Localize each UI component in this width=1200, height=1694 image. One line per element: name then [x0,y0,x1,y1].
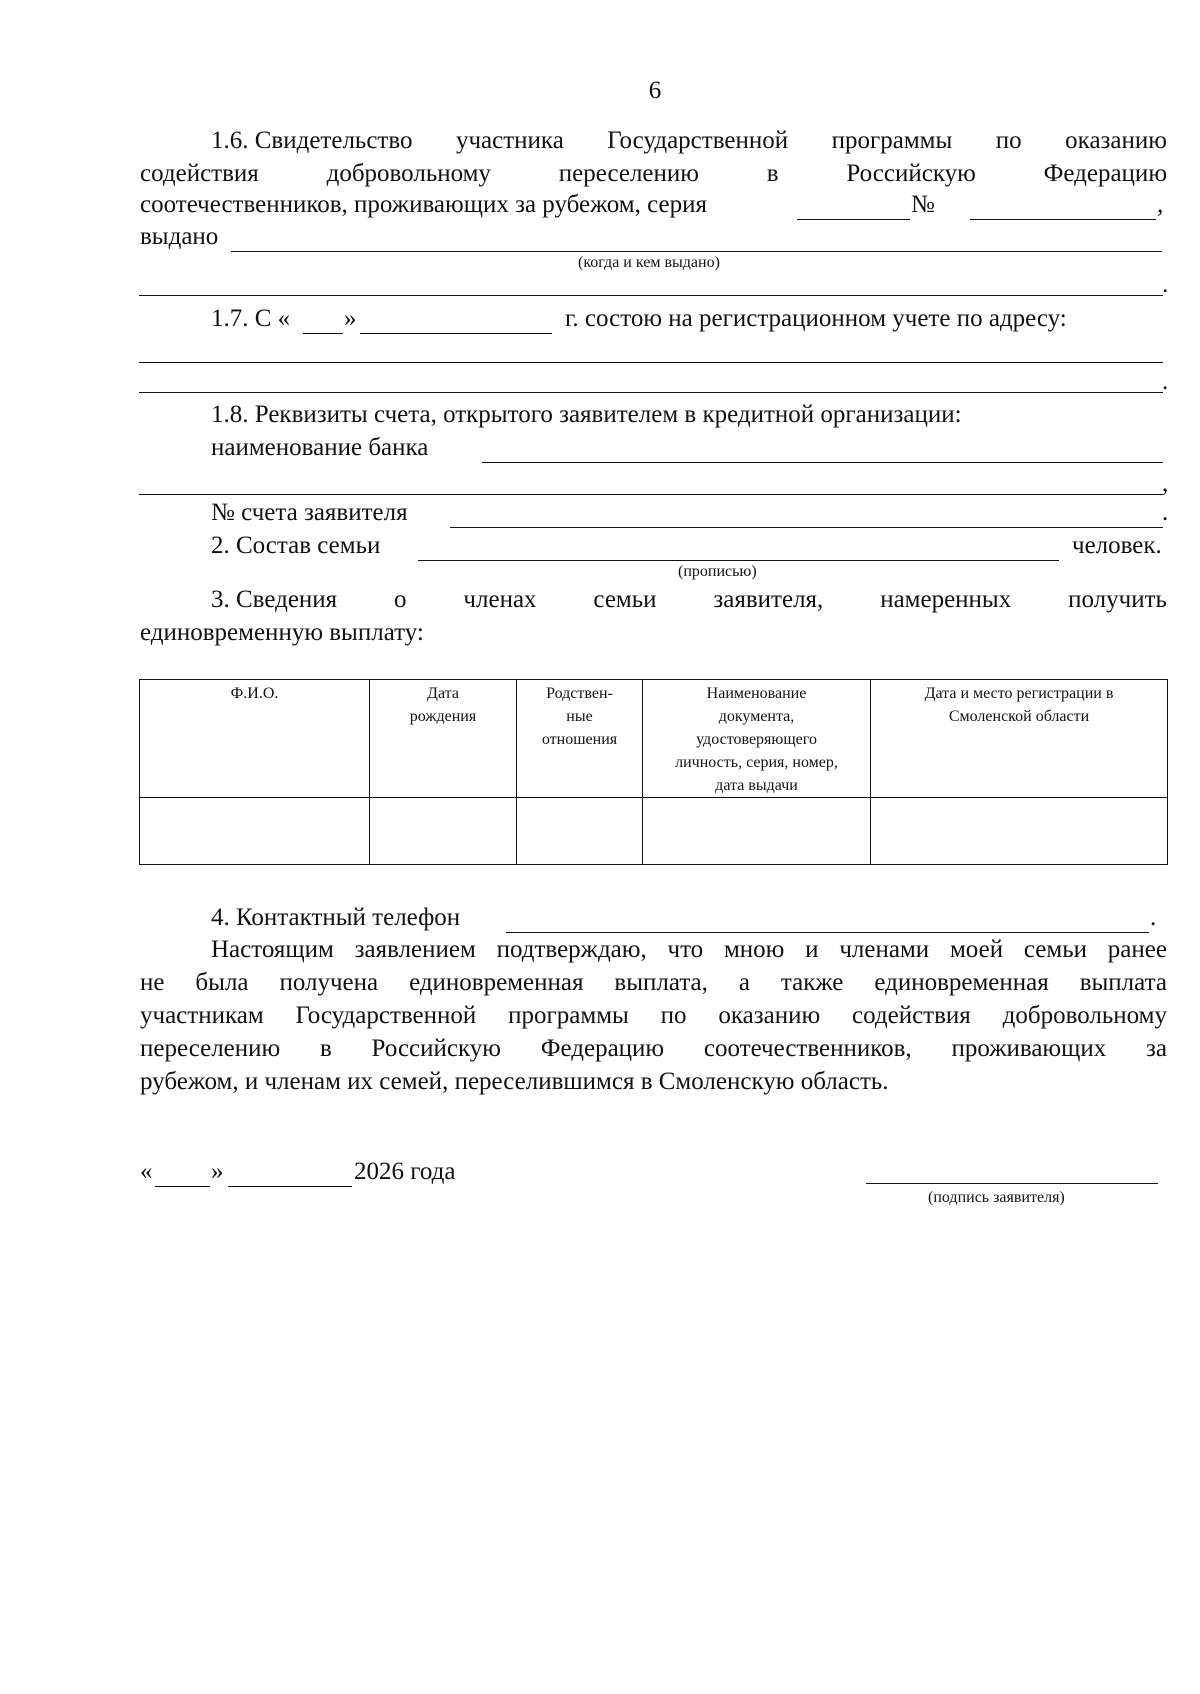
declaration-line4: переселению в Российскую Федерацию соотечественников, проживающих за [140,1035,1167,1062]
s16-line2: содействия добровольному переселению в Российскую Федерацию [140,160,1167,187]
registration-address-field-2[interactable] [139,392,1163,393]
declaration-line2: не была получена единовременная выплата, а также единовременная выплата [140,969,1167,996]
col-header-registration: Дата и место регистрации в Смоленской области [871,680,1168,798]
account-number-field[interactable] [450,527,1163,528]
s17-end-dot: . [1162,368,1169,395]
declaration-line5: рубежом, и членам их семей, переселившимся в Смоленскую область. [140,1068,889,1095]
phone-field[interactable] [506,932,1149,933]
account-dot: . [1162,499,1169,526]
certificate-number-field[interactable] [970,219,1156,220]
date-year-text: 2026 года [354,1158,456,1185]
signature-caption: (подпись заявителя) [928,1189,1065,1206]
family-size-field[interactable] [418,560,1059,561]
family-caption: (прописью) [678,563,757,580]
page-number: 6 [648,77,662,104]
s16-end-dot: . [1162,271,1169,298]
s17-quote-close: » [344,305,357,332]
s16-comma: , [1157,191,1164,218]
cell-identity-document[interactable] [643,798,871,865]
col-header-birth-date: Дата рождения [370,680,517,798]
table-header-row [140,680,1168,798]
family-members-table [139,679,1168,865]
account-label: № счета заявителя [211,499,408,526]
phone-dot: . [1150,904,1157,931]
col-header-identity-document: Наименование документа, удостоверяющего личность, серия, номер, дата выдачи [643,680,871,798]
family-label: 2. Состав семьи [211,532,381,559]
date-quote-open: « [140,1158,153,1185]
bank-label: наименование банка [211,434,429,461]
declaration-line1: Настоящим заявлением подтверждаю, что мною и членами моей семьи ранее [211,936,1167,963]
table-row [140,798,1168,865]
sign-month-field[interactable] [228,1186,352,1187]
cell-registration[interactable] [871,798,1168,865]
s17-prefix: 1.7. С « [211,305,291,332]
col-header-fio: Ф.И.О. [140,680,370,798]
family-suffix: человек. [1072,532,1162,559]
signature-field[interactable] [866,1183,1158,1184]
series-field[interactable] [797,219,910,220]
s17-text: г. состою на регистрационном учете по адресу: [565,305,1067,332]
s3-line2: единовременную выплату: [140,619,424,646]
registration-day-field[interactable] [303,333,343,334]
cell-fio[interactable] [140,798,370,865]
bank-name-field[interactable] [482,462,1163,463]
issued-label: выдано [140,223,219,250]
s3-line1: 3. Сведения о членах семьи заявителя, намеренных получить [211,586,1167,613]
s18-comma: , [1162,470,1169,497]
number-sign: № [911,191,935,218]
s16-line1: 1.6. Свидетельство участника Государственной программы по оказанию [211,127,1167,154]
col-header-relationship: Родствен- ные отношения [517,680,643,798]
declaration-line3: участникам Государственной программы по оказанию содействия добровольному [140,1002,1167,1029]
cell-relationship[interactable] [517,798,643,865]
issued-caption: (когда и кем выдано) [578,254,720,271]
cell-birth-date[interactable] [370,798,517,865]
date-quote-close: » [211,1158,224,1185]
registration-address-field[interactable] [139,362,1163,363]
phone-label: 4. Контактный телефон [211,904,461,931]
s18-title: 1.8. Реквизиты счета, открытого заявителем в кредитной организации: [211,401,962,428]
sign-day-field[interactable] [155,1186,210,1187]
registration-month-field[interactable] [360,333,552,334]
issued-by-field[interactable] [231,251,1162,252]
bank-name-field-2[interactable] [139,494,1163,495]
s16-line3-text: соотечественников, проживающих за рубежом, серия [140,191,708,218]
issued-by-field-2[interactable] [139,295,1163,296]
